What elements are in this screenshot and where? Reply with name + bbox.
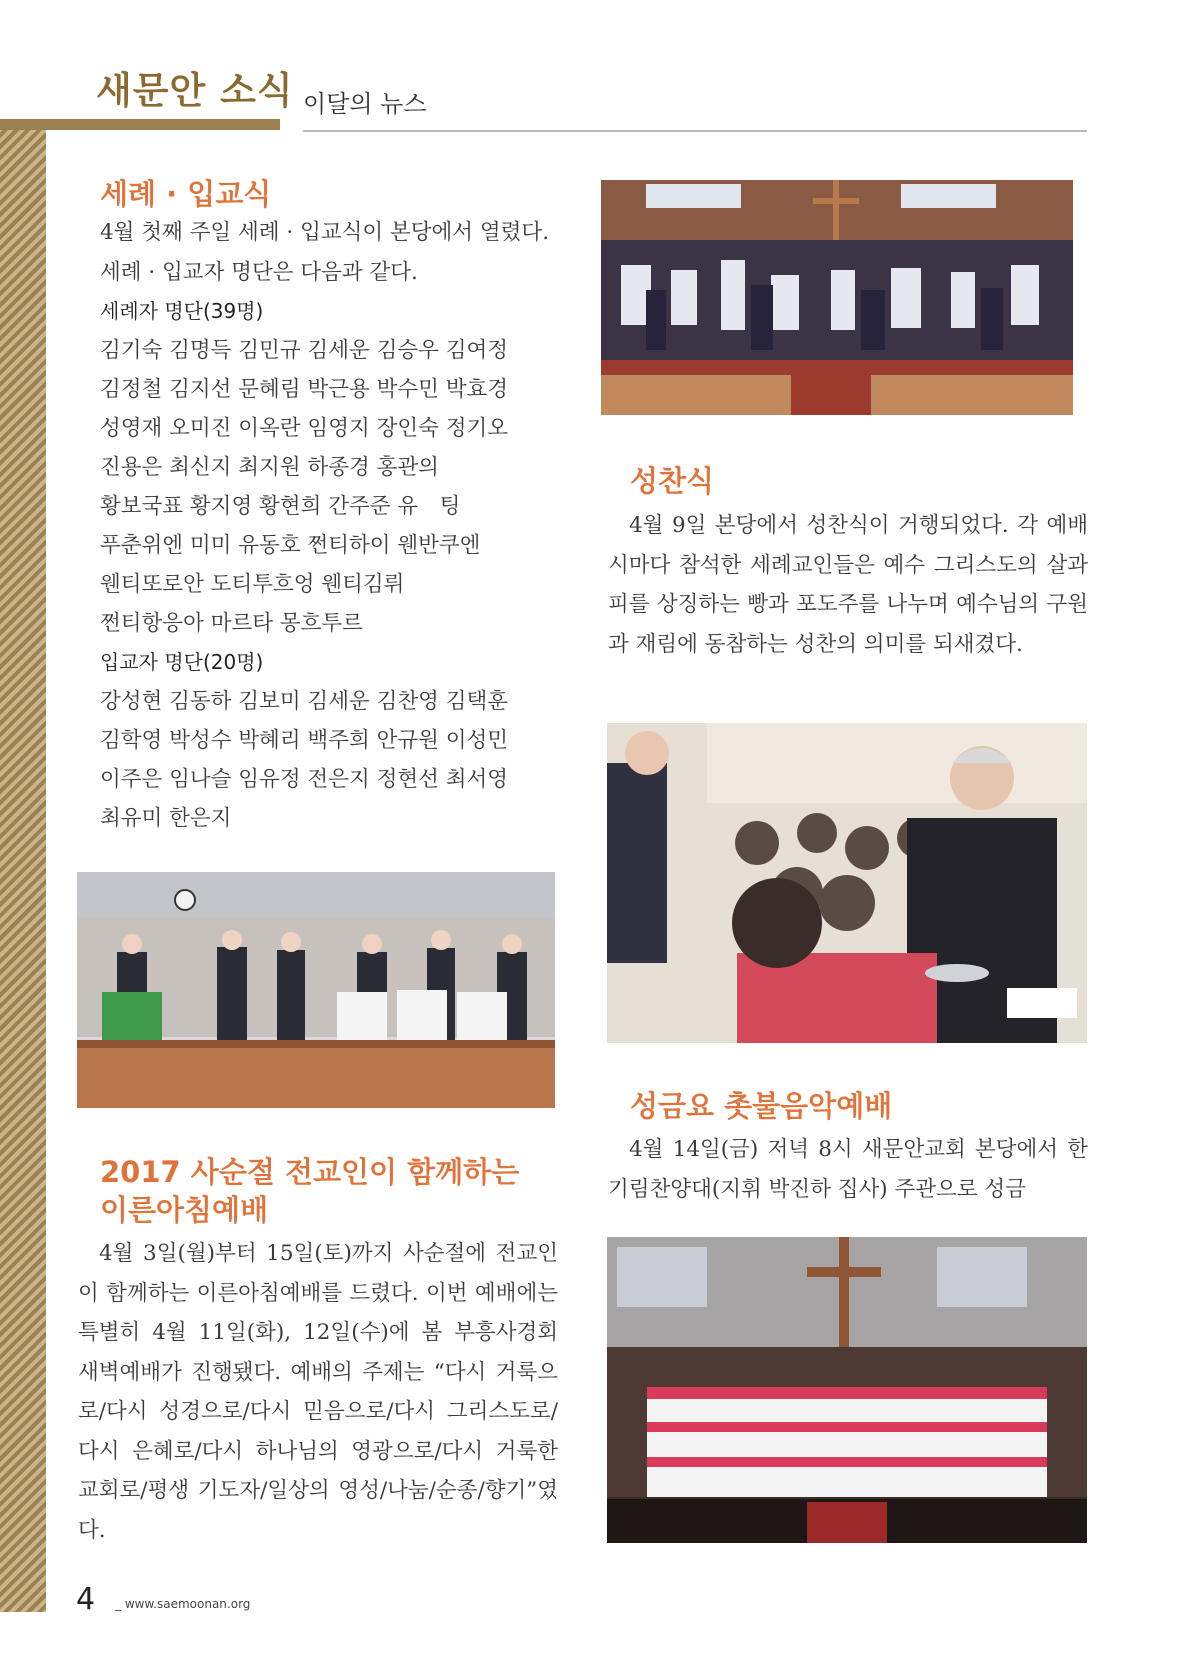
baptized-names-line: 푸춘위엔 미미 유동호 쩐티하이 웬반쿠엔 — [100, 533, 481, 558]
header-rule — [303, 130, 1087, 132]
confirmed-names-line: 최유미 한은지 — [100, 806, 232, 831]
section-title-goodfriday: 성금요 촛불음악예배 — [630, 1089, 893, 1123]
page-subtitle: 이달의 뉴스 — [303, 90, 427, 118]
lent-body: 4월 3일(월)부터 15일(토)까지 사순절에 전교인이 함께하는 이른아침예배를 드렸다. 이번 예배에는 특별히 4월 11일(화), 12일(수)에 봄 부흥사경회 새벽예배가 진행됐다. 예배의 주제는 “다시 거룩으로/다시 성경으로/다시 믿음으로/다시 그리스도로/다시 은혜로/다시 하나님의 영광으로/다시 거룩한 교회로/평생 기도자/일상의 영성/나눔/순종/향기”였다. — [78, 1241, 558, 1543]
baptized-names-line: 김기숙 김명득 김민규 김세운 김승우 김여정 — [100, 338, 509, 363]
section-title-baptism: 세례 · 입교식 — [100, 177, 272, 211]
photo-congregation — [601, 180, 1073, 415]
baptized-names-line: 진용은 최신지 최지원 하종경 홍관의 — [100, 455, 439, 480]
goodfriday-body: 4월 14일(금) 저녁 8시 새문안교회 본당에서 한기림찬양대(지휘 박진하 집사) 주관으로 성금 — [608, 1137, 1088, 1202]
footer-url: _ www.saemoonan.org — [115, 1597, 251, 1611]
header-accent-bar — [0, 119, 280, 130]
photo-communion — [607, 723, 1087, 1043]
section-title-lent-line-2: 이른아침예배 — [100, 1193, 269, 1227]
baptized-names-line: 쩐티항응아 마르타 몽흐투르 — [100, 611, 363, 636]
baptized-names-line: 김정철 김지선 문혜림 박근용 박수민 박효경 — [100, 377, 509, 402]
confirmed-names-line: 김학영 박성수 박혜리 백주희 안규원 이성민 — [100, 728, 509, 753]
photo-choir — [607, 1237, 1087, 1543]
section-title-communion: 성찬식 — [630, 464, 715, 498]
footer-url-text: www.saemoonan.org — [124, 1597, 251, 1611]
page-title: 새문안 소식 — [96, 69, 294, 112]
baptized-names-line: 성영재 오미진 이옥란 임영지 장인숙 정기오 — [100, 416, 509, 441]
confirmed-list-label: 입교자 명단(20명) — [100, 650, 264, 674]
page-number: 4 — [76, 1582, 96, 1617]
baptized-names-line: 웬티또로안 도티투흐엉 웬티김뤼 — [100, 572, 405, 597]
baptism-intro-line-1: 4월 첫째 주일 세례 · 입교식이 본당에서 열렸다. — [100, 220, 550, 245]
photo-baptism-ceremony — [77, 872, 555, 1108]
decorative-side-strip — [0, 127, 46, 1612]
baptized-list-label: 세례자 명단(39명) — [100, 299, 264, 323]
communion-body: 4월 9일 본당에서 성찬식이 거행되었다. 각 예배 시마다 참석한 세례교인들은 예수 그리스도의 살과 피를 상징하는 빵과 포도주를 나누며 예수님의 구원과 재림에 동참하는 성찬의 의미를 되새겼다. — [608, 513, 1088, 657]
confirmed-names-line: 강성현 김동하 김보미 김세운 김찬영 김택훈 — [100, 689, 509, 714]
confirmed-names-line: 이주은 임나슬 임유정 전은지 정현선 최서영 — [100, 767, 509, 792]
baptism-intro-line-2: 세례 · 입교자 명단은 다음과 같다. — [100, 259, 418, 285]
section-title-lent-line-1: 2017 사순절 전교인이 함께하는 — [100, 1155, 520, 1189]
baptized-names-line: 황보국표 황지영 황현희 간주준 유 팅 — [100, 494, 461, 519]
